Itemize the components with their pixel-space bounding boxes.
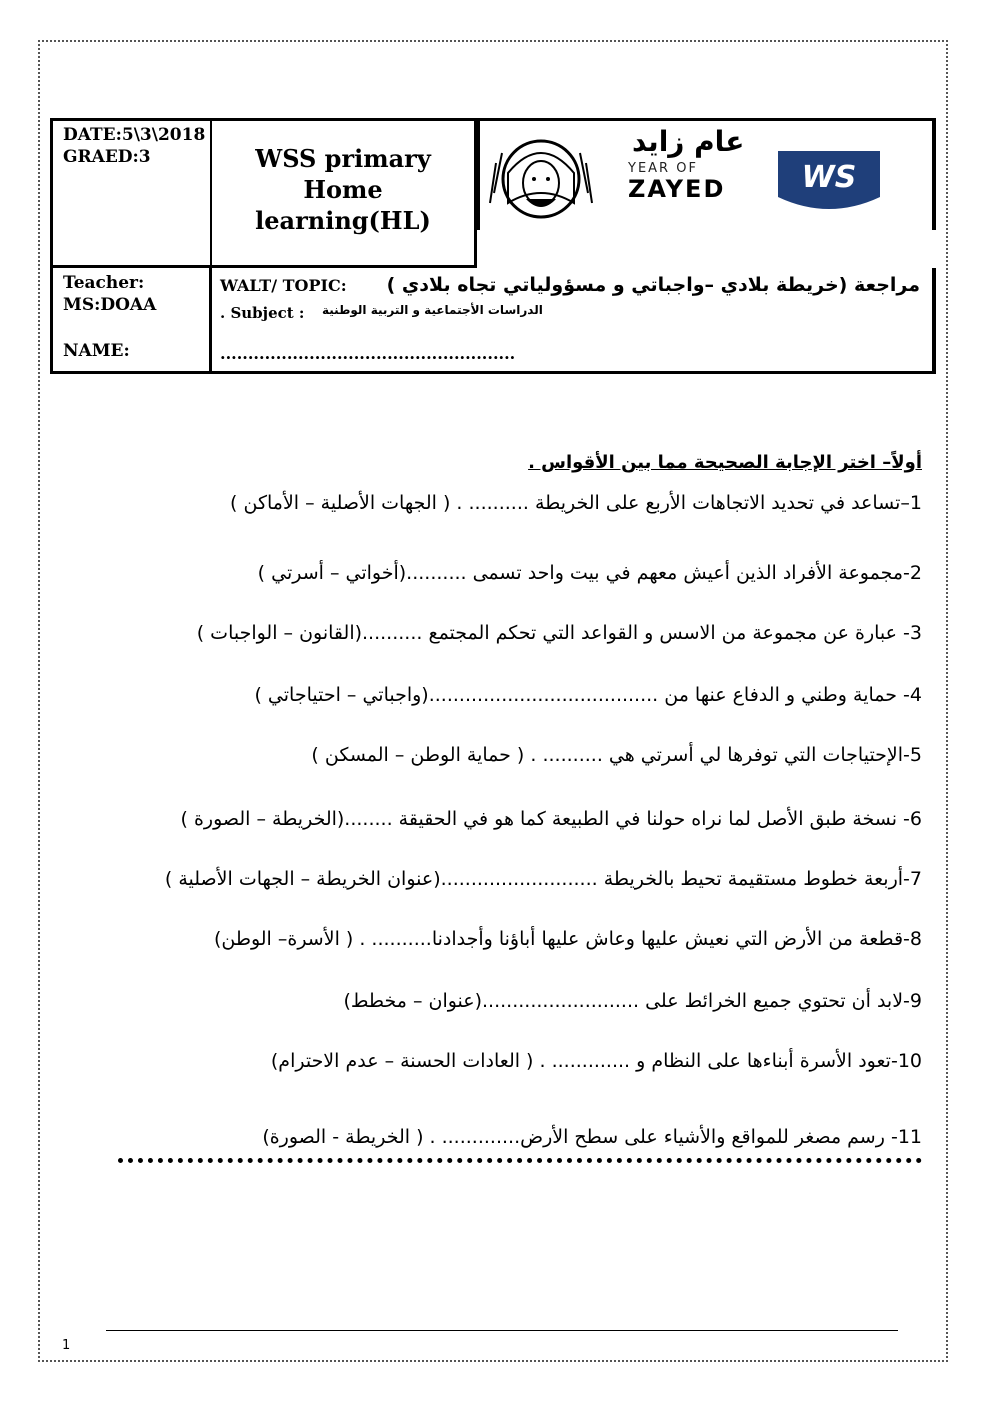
page-number: 1 [62, 1338, 71, 1353]
question-11: 11- رسم مصغر للمواقع والأشياء على سطح الأرض............. . ( الخريطة - الصورة) [262, 1126, 922, 1148]
name-answer-line[interactable]: ..................................................... [220, 344, 516, 363]
walt-topic: مراجعة (خريطة بلادي –واجباتي و مسؤولياتي تجاه بلادي ) [386, 274, 920, 296]
footer-line [106, 1330, 898, 1331]
date-text: DATE:5\3\2018 [63, 125, 206, 145]
walt-label: WALT/ TOPIC: [220, 276, 347, 295]
title-line-1: WSS primary Home [255, 144, 431, 204]
walt-line [220, 272, 920, 300]
question-6: 6- نسخة طبق الأصل لما نراه حولنا في الطبيعة كما هو في الحقيقة ........(الخريطة – الصورة ) [180, 808, 922, 830]
teacher-name: MS:DOAA [63, 295, 157, 315]
year-of-text: YEAR OF [628, 161, 698, 176]
question-10: 10-تعود الأسرة أبناءها على النظام و ............. . ( العادات الحسنة – عدم الاحترام) [270, 1050, 922, 1072]
question-8: 8-قطعة من الأرض التي نعيش عليها وعاش عليها أباؤنا وأجدادنا.......... . ( الأسرة– الوطن) [213, 928, 922, 950]
question-9: 9-لابد أن تحتوي جميع الخرائط على ..........................(عنوان – مخطط) [343, 990, 922, 1012]
section-divider [118, 1158, 922, 1163]
question-5: 5-الإحتياجات التي توفرها لي أسرتي هي .......... . ( حماية الوطن – المسكن ) [311, 744, 922, 766]
subject-text: الدراسات الأجتماعية و التربية الوطنية [322, 303, 543, 317]
teacher-label: Teacher: [63, 273, 145, 293]
ws-school-logo [774, 149, 884, 215]
year-of-zayed-arabic: عام زايد [632, 125, 745, 158]
logos-cell [477, 118, 936, 230]
grade-text: GRAED:3 [63, 147, 151, 167]
subject-label: . Subject : [220, 304, 305, 322]
title-line-2: learning(HL) [255, 206, 431, 235]
question-2: 2-مجموعة الأفراد الذين أعيش معهم في بيت واحد تسمى ..........(أخواتي – أسرتي ) [257, 562, 922, 584]
date-grade-cell [50, 118, 212, 268]
name-label: NAME: [63, 341, 130, 361]
sheikh-zayed-portrait-icon [486, 133, 596, 219]
title-cell [212, 118, 477, 268]
question-3: 3- عبارة عن مجموعة من الاسس و القواعد التي تحكم المجتمع ..........(القانون – الواجبات ) [196, 622, 922, 644]
section-title: أولاً– اختر الإجابة الصحيحة مما بين الأقواس . [528, 452, 922, 473]
question-4: 4- حماية وطني و الدفاع عنها من ......................................(واجباتي – احتياجاتي ) [254, 684, 922, 706]
teacher-cell [50, 268, 212, 374]
ws-logo-text: WS [801, 160, 857, 195]
walt-cell [212, 268, 936, 374]
question-7: 7-أربعة خطوط مستقيمة تحيط بالخريطة ..........................(عنوان الخريطة – الجهات الأصلية ) [164, 868, 922, 890]
question-1: 1–تساعد في تحديد الاتجاهات الأربع على الخريطة .......... . ( الجهات الأصلية – الأماكن ) [230, 492, 922, 514]
zayed-text: ZAYED [628, 175, 726, 203]
header-table [50, 118, 936, 374]
